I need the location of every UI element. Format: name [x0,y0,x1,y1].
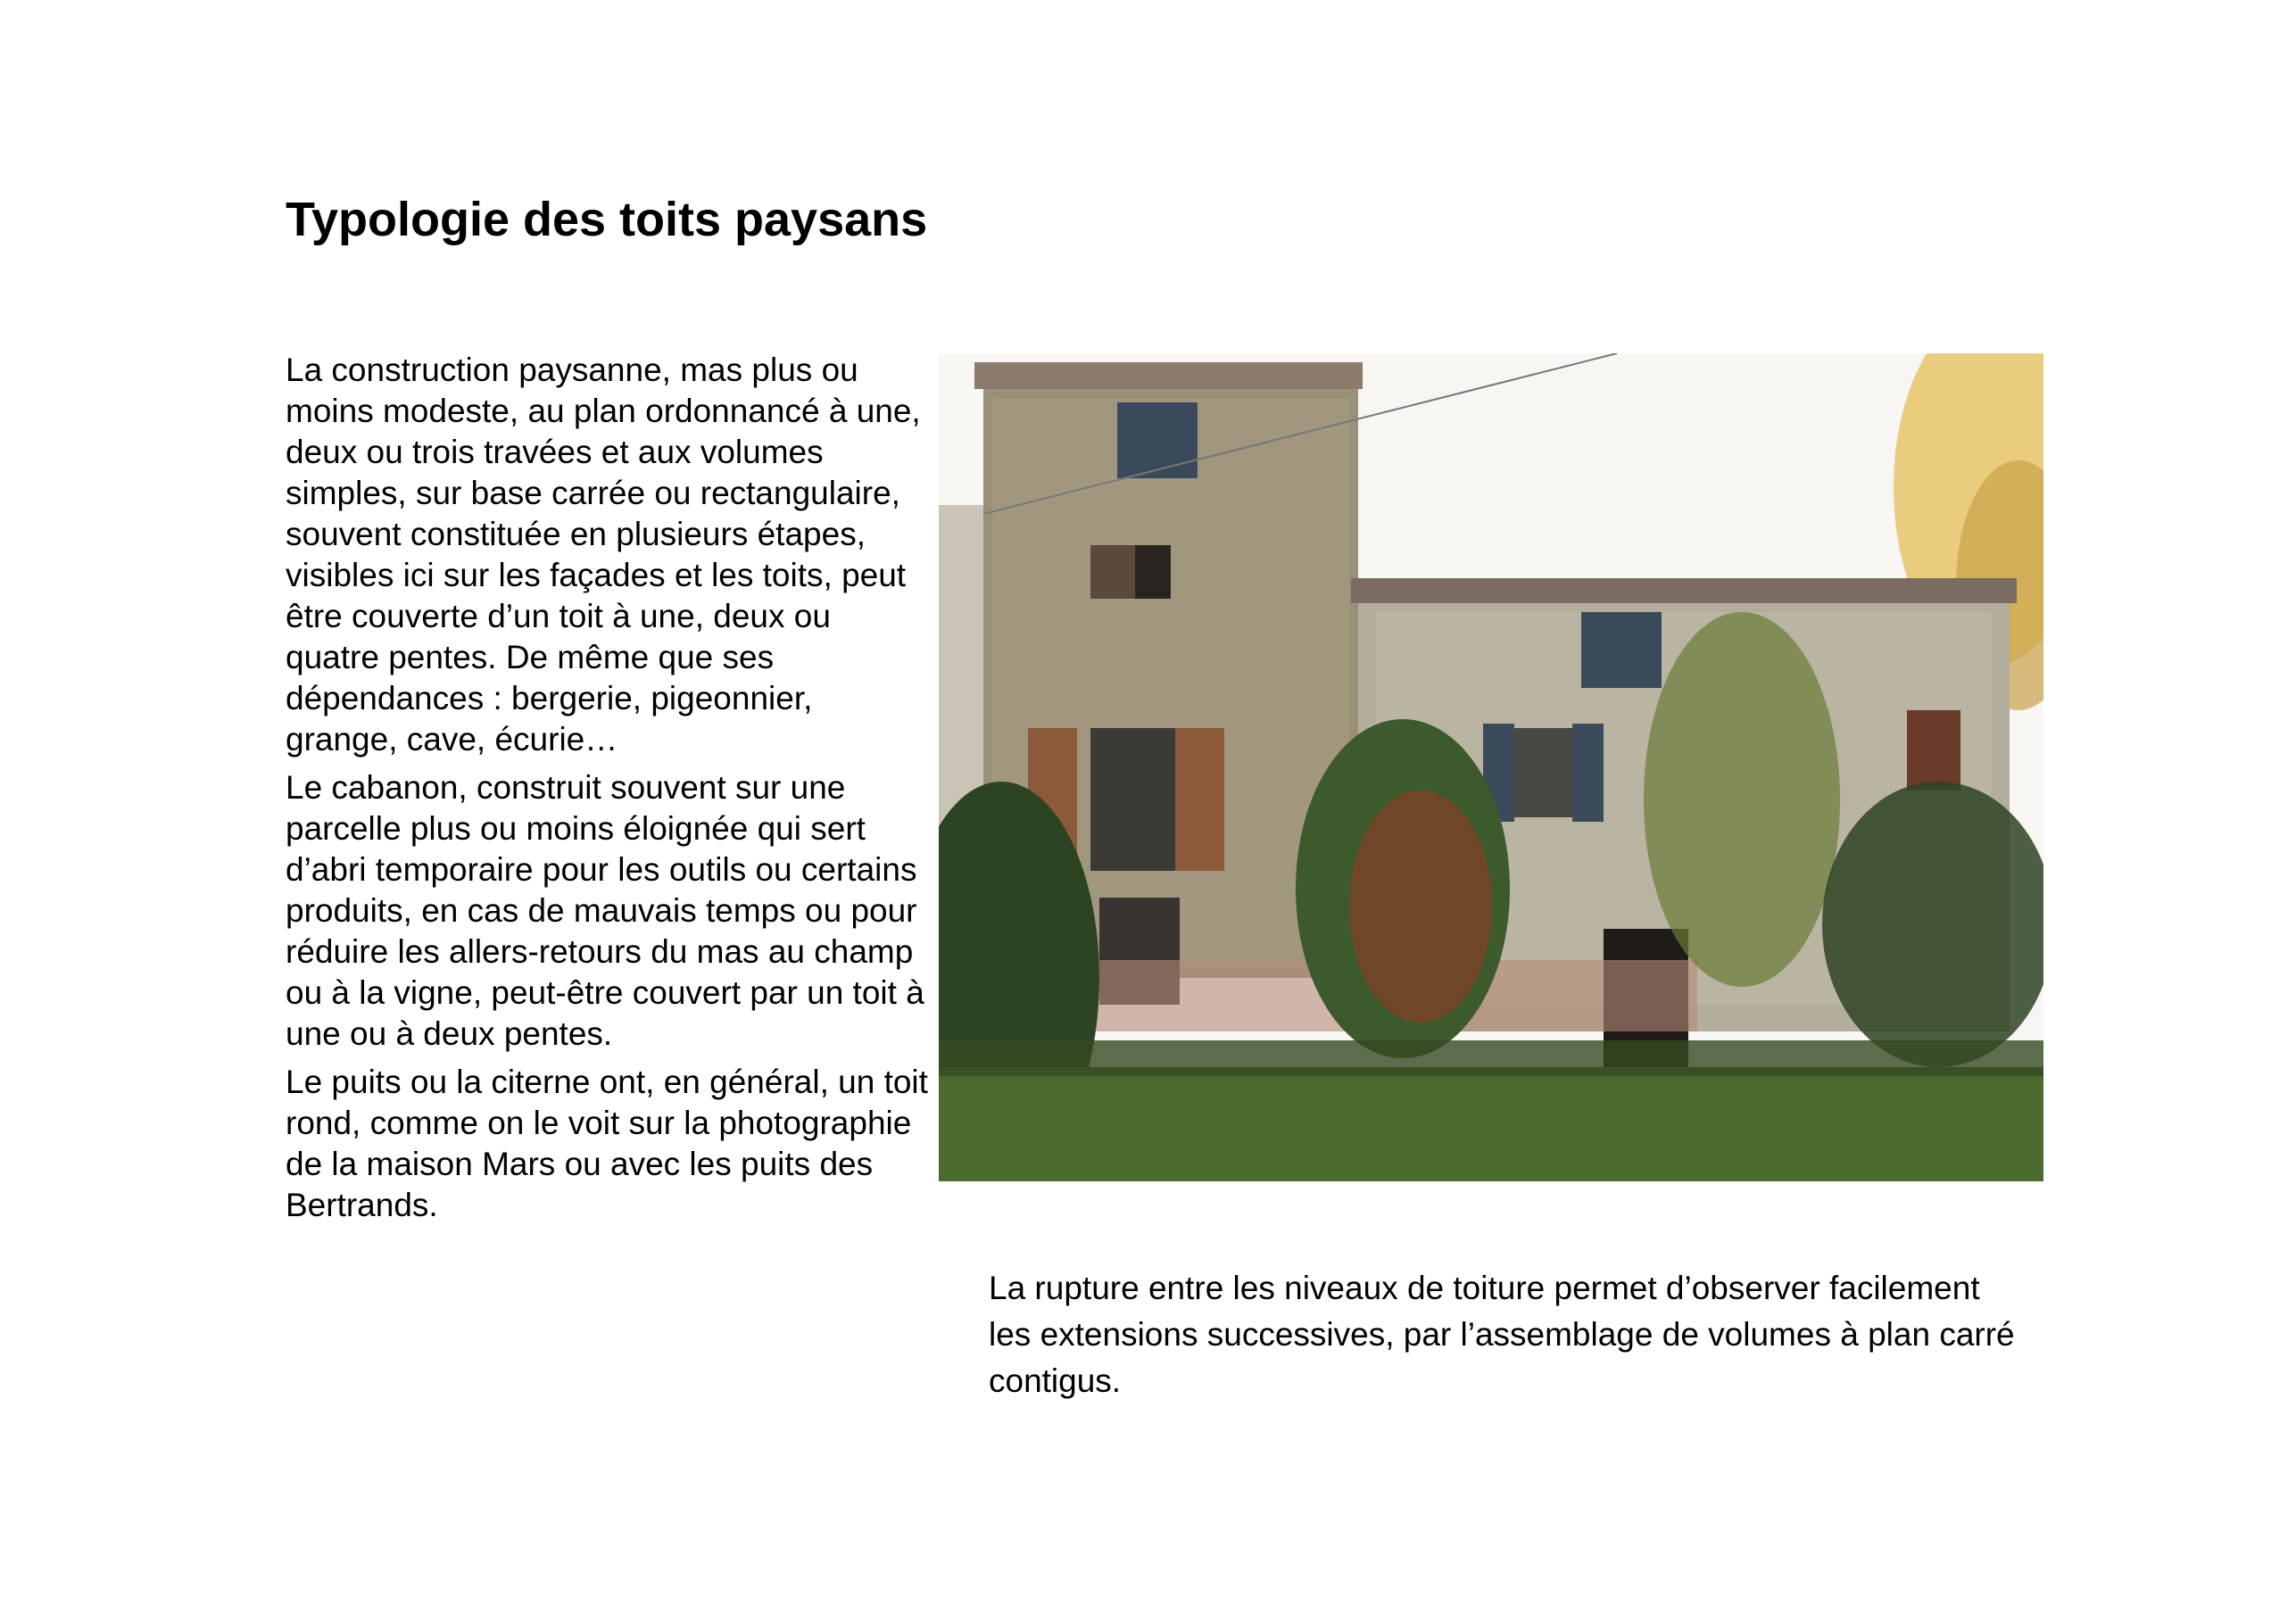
caption-text: La rupture entre les niveaux de toiture permet d’observer facilement les extensions successives, par l’assemblage de volumes à plan carré contigus. [989,1270,2015,1399]
paragraph-cabanon: Le cabanon, construit souvent sur une parcelle plus ou moins éloignée qui sert d’abri temporaire pour les outils ou certains produits, en cas de mauvais temps ou pour réduire les allers-retours du mas au champ ou à la vigne, peut-être couvert par un toit à une ou à deux pentes. [286,769,924,1052]
paragraph-puits: Le puits ou la citerne ont, en général, un toit rond, comme on le voit sur la photographie de la maison Mars ou avec les puits des Bertrands. [286,1064,928,1223]
farmhouse-photo [939,353,2043,1181]
paragraph-construction: La construction paysanne, mas plus ou moins modeste, au plan ordonnancé à une, deux ou trois travées et aux volumes simples, sur base carrée ou rectangulaire, souvent constituée en plusieurs étapes, visibles ici sur les façades et les toits, peut être couverte d’un toit à une, deux ou quatre pentes. De même que ses dépendances : bergerie, pigeonnier, grange, cave, écurie… [286,352,921,758]
body-text [286,350,928,1233]
photo-caption [989,1265,2015,1404]
page-title: Typologie des toits paysans [286,193,928,246]
